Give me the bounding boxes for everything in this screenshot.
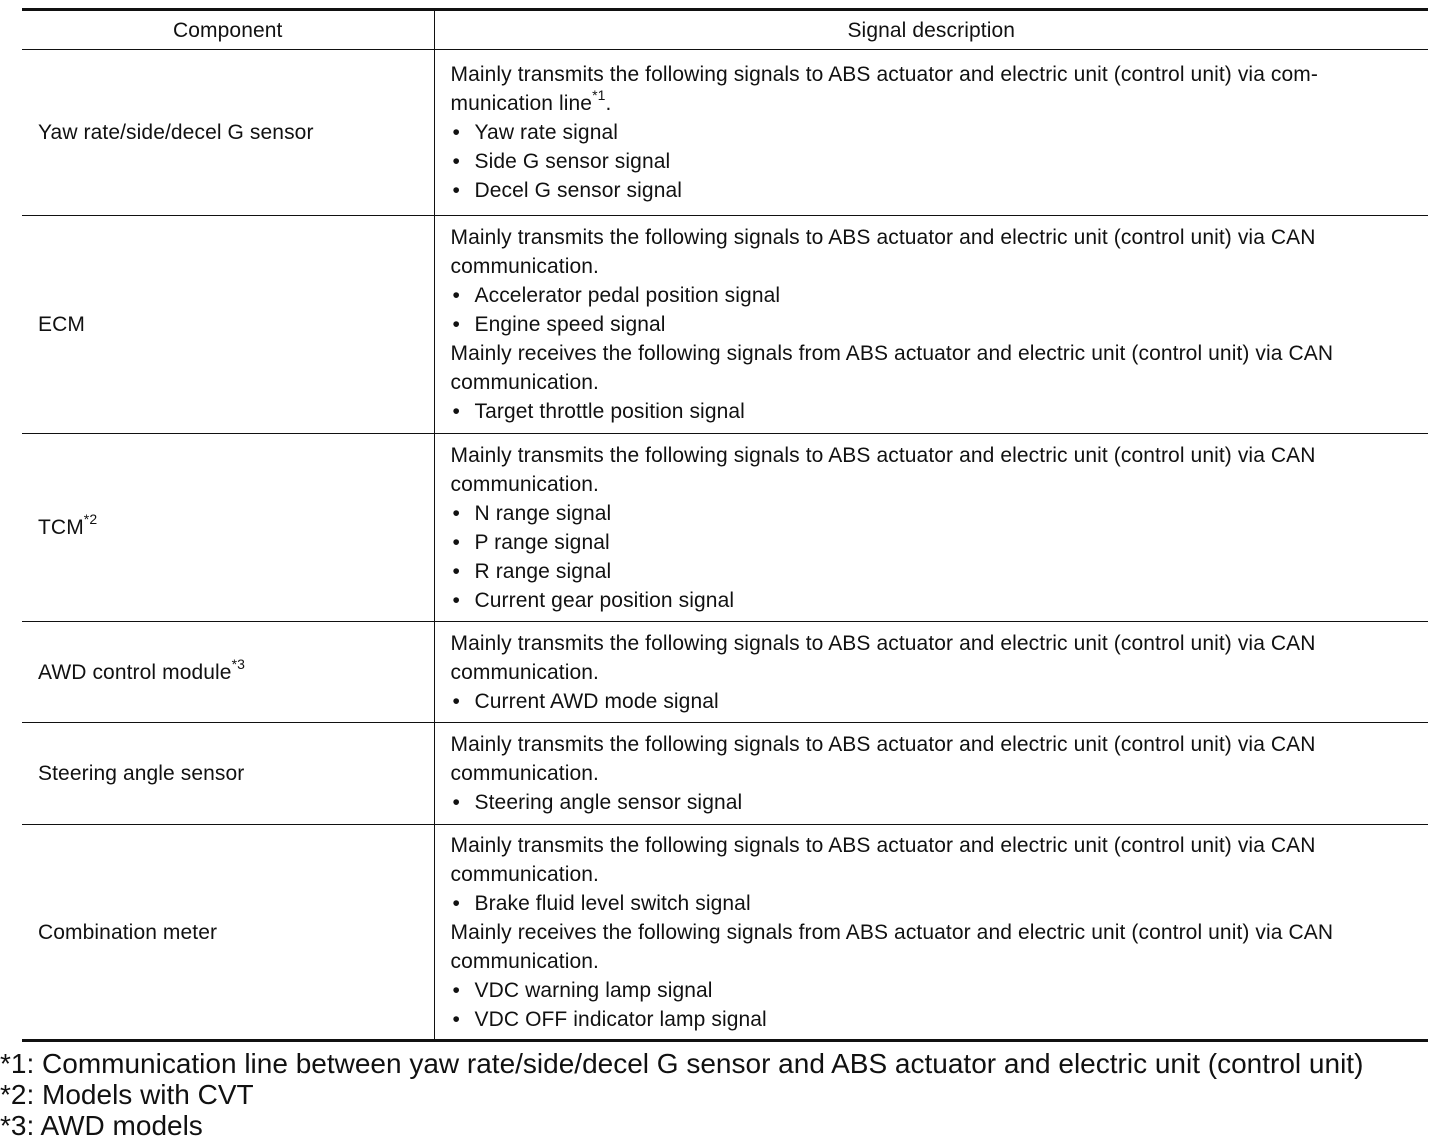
description-receive-text-continued: communication. (450, 371, 599, 394)
list-item: • Yaw rate signal (451, 118, 1417, 147)
description-text: Mainly transmits the following signals to ABS actuator and electric unit (control unit) via CAN (450, 733, 1316, 756)
component-label: Combination meter (38, 920, 218, 944)
header-component: Component (22, 10, 434, 50)
footnote-1: *1: Communication line between yaw rate/side/decel G sensor and ABS actuator and electric unit (control unit) (0, 1048, 1364, 1079)
bullet-icon: • (452, 284, 460, 307)
table-row (22, 723, 1428, 825)
description-cell (434, 50, 1428, 216)
component-cell (22, 216, 434, 434)
description-cell (434, 434, 1428, 622)
footnote-ref: *3 (231, 655, 246, 672)
bullet-icon: • (452, 588, 460, 612)
list-item: • Decel G sensor signal (451, 176, 1417, 205)
list-item: • VDC OFF indicator lamp signal (451, 1005, 1417, 1034)
header-signal-description: Signal description (434, 10, 1428, 50)
bullet-icon: • (452, 978, 460, 1002)
bullet-icon: • (452, 150, 460, 173)
component-label: Yaw rate/side/decel G sensor (38, 121, 314, 144)
bullet-icon: • (452, 121, 460, 144)
footnote-ref: *2 (83, 511, 98, 527)
table-row (22, 622, 1428, 723)
description-text-continued: communication. (450, 255, 599, 278)
description-text: Mainly transmits the following signals to ABS actuator and electric unit (control unit) via CAN (450, 443, 1316, 467)
description-text-continued: communication. (450, 762, 599, 785)
description-text: Mainly transmits the following signals to ABS actuator and electric unit (control unit) via CAN (450, 631, 1316, 655)
component-cell (22, 434, 434, 622)
signal-table (22, 8, 1428, 1042)
list-item: • Side G sensor signal (451, 147, 1417, 176)
description-cell (434, 723, 1428, 825)
bullet-icon: • (452, 530, 460, 554)
bullet-icon: • (452, 891, 460, 915)
component-cell (22, 825, 434, 1041)
description-text: Mainly transmits the following signals to ABS actuator and electric unit (control unit) via CAN (450, 833, 1316, 857)
component-label: TCM (38, 516, 84, 539)
footnote-2: *2: Models with CVT (0, 1079, 254, 1110)
description-cell (434, 825, 1428, 1041)
list-item: • Steering angle sensor signal (451, 788, 1417, 817)
bullet-icon: • (452, 400, 460, 423)
component-cell (22, 723, 434, 825)
list-item: • P range signal (451, 528, 1417, 557)
bullet-icon: • (452, 501, 460, 525)
component-label: ECM (38, 313, 85, 336)
table-row (22, 825, 1428, 1041)
table-row (22, 216, 1428, 434)
description-text-continued: communication. (450, 660, 599, 684)
bullet-icon: • (452, 313, 460, 336)
footnotes (0, 1048, 1428, 1141)
component-cell (22, 622, 434, 723)
bullet-icon: • (452, 179, 460, 202)
list-item: • Current gear position signal (451, 586, 1417, 615)
component-label: AWD control module (38, 660, 232, 684)
bullet-icon: • (452, 559, 460, 583)
list-item: • Engine speed signal (451, 310, 1417, 339)
description-text: Mainly transmits the following signals to ABS actuator and electric unit (control unit) via com- (450, 63, 1318, 86)
description-receive-text: Mainly receives the following signals from ABS actuator and electric unit (control unit) via CAN (450, 920, 1334, 944)
footnote-ref: *1 (592, 87, 606, 103)
bullet-icon: • (452, 791, 460, 814)
description-text: Mainly transmits the following signals to ABS actuator and electric unit (control unit) via CAN (450, 226, 1316, 249)
bullet-icon: • (452, 689, 460, 713)
list-item: • VDC warning lamp signal (451, 976, 1417, 1005)
component-label: Steering angle sensor (38, 762, 245, 785)
description-text-continued: communication. (450, 862, 599, 886)
component-cell (22, 50, 434, 216)
description-text-continued: munication line$^{*1}$. (450, 87, 612, 115)
list-item: • Brake fluid level switch signal (451, 889, 1417, 918)
table-row (22, 434, 1428, 622)
list-item: • Current AWD mode signal (451, 687, 1417, 716)
table-header-row (22, 10, 1428, 50)
description-receive-text: Mainly receives the following signals from ABS actuator and electric unit (control unit) via CAN (450, 342, 1334, 365)
description-text-continued: communication. (450, 472, 599, 496)
description-receive-text-continued: communication. (450, 949, 599, 973)
footnote-3: *3: AWD models (0, 1110, 203, 1141)
description-cell (434, 216, 1428, 434)
description-cell (434, 622, 1428, 723)
list-item: • Accelerator pedal position signal (451, 281, 1417, 310)
table-row (22, 50, 1428, 216)
list-item: • Target throttle position signal (451, 397, 1417, 426)
list-item: • R range signal (451, 557, 1417, 586)
bullet-icon: • (452, 1007, 460, 1031)
list-item: • N range signal (451, 499, 1417, 528)
